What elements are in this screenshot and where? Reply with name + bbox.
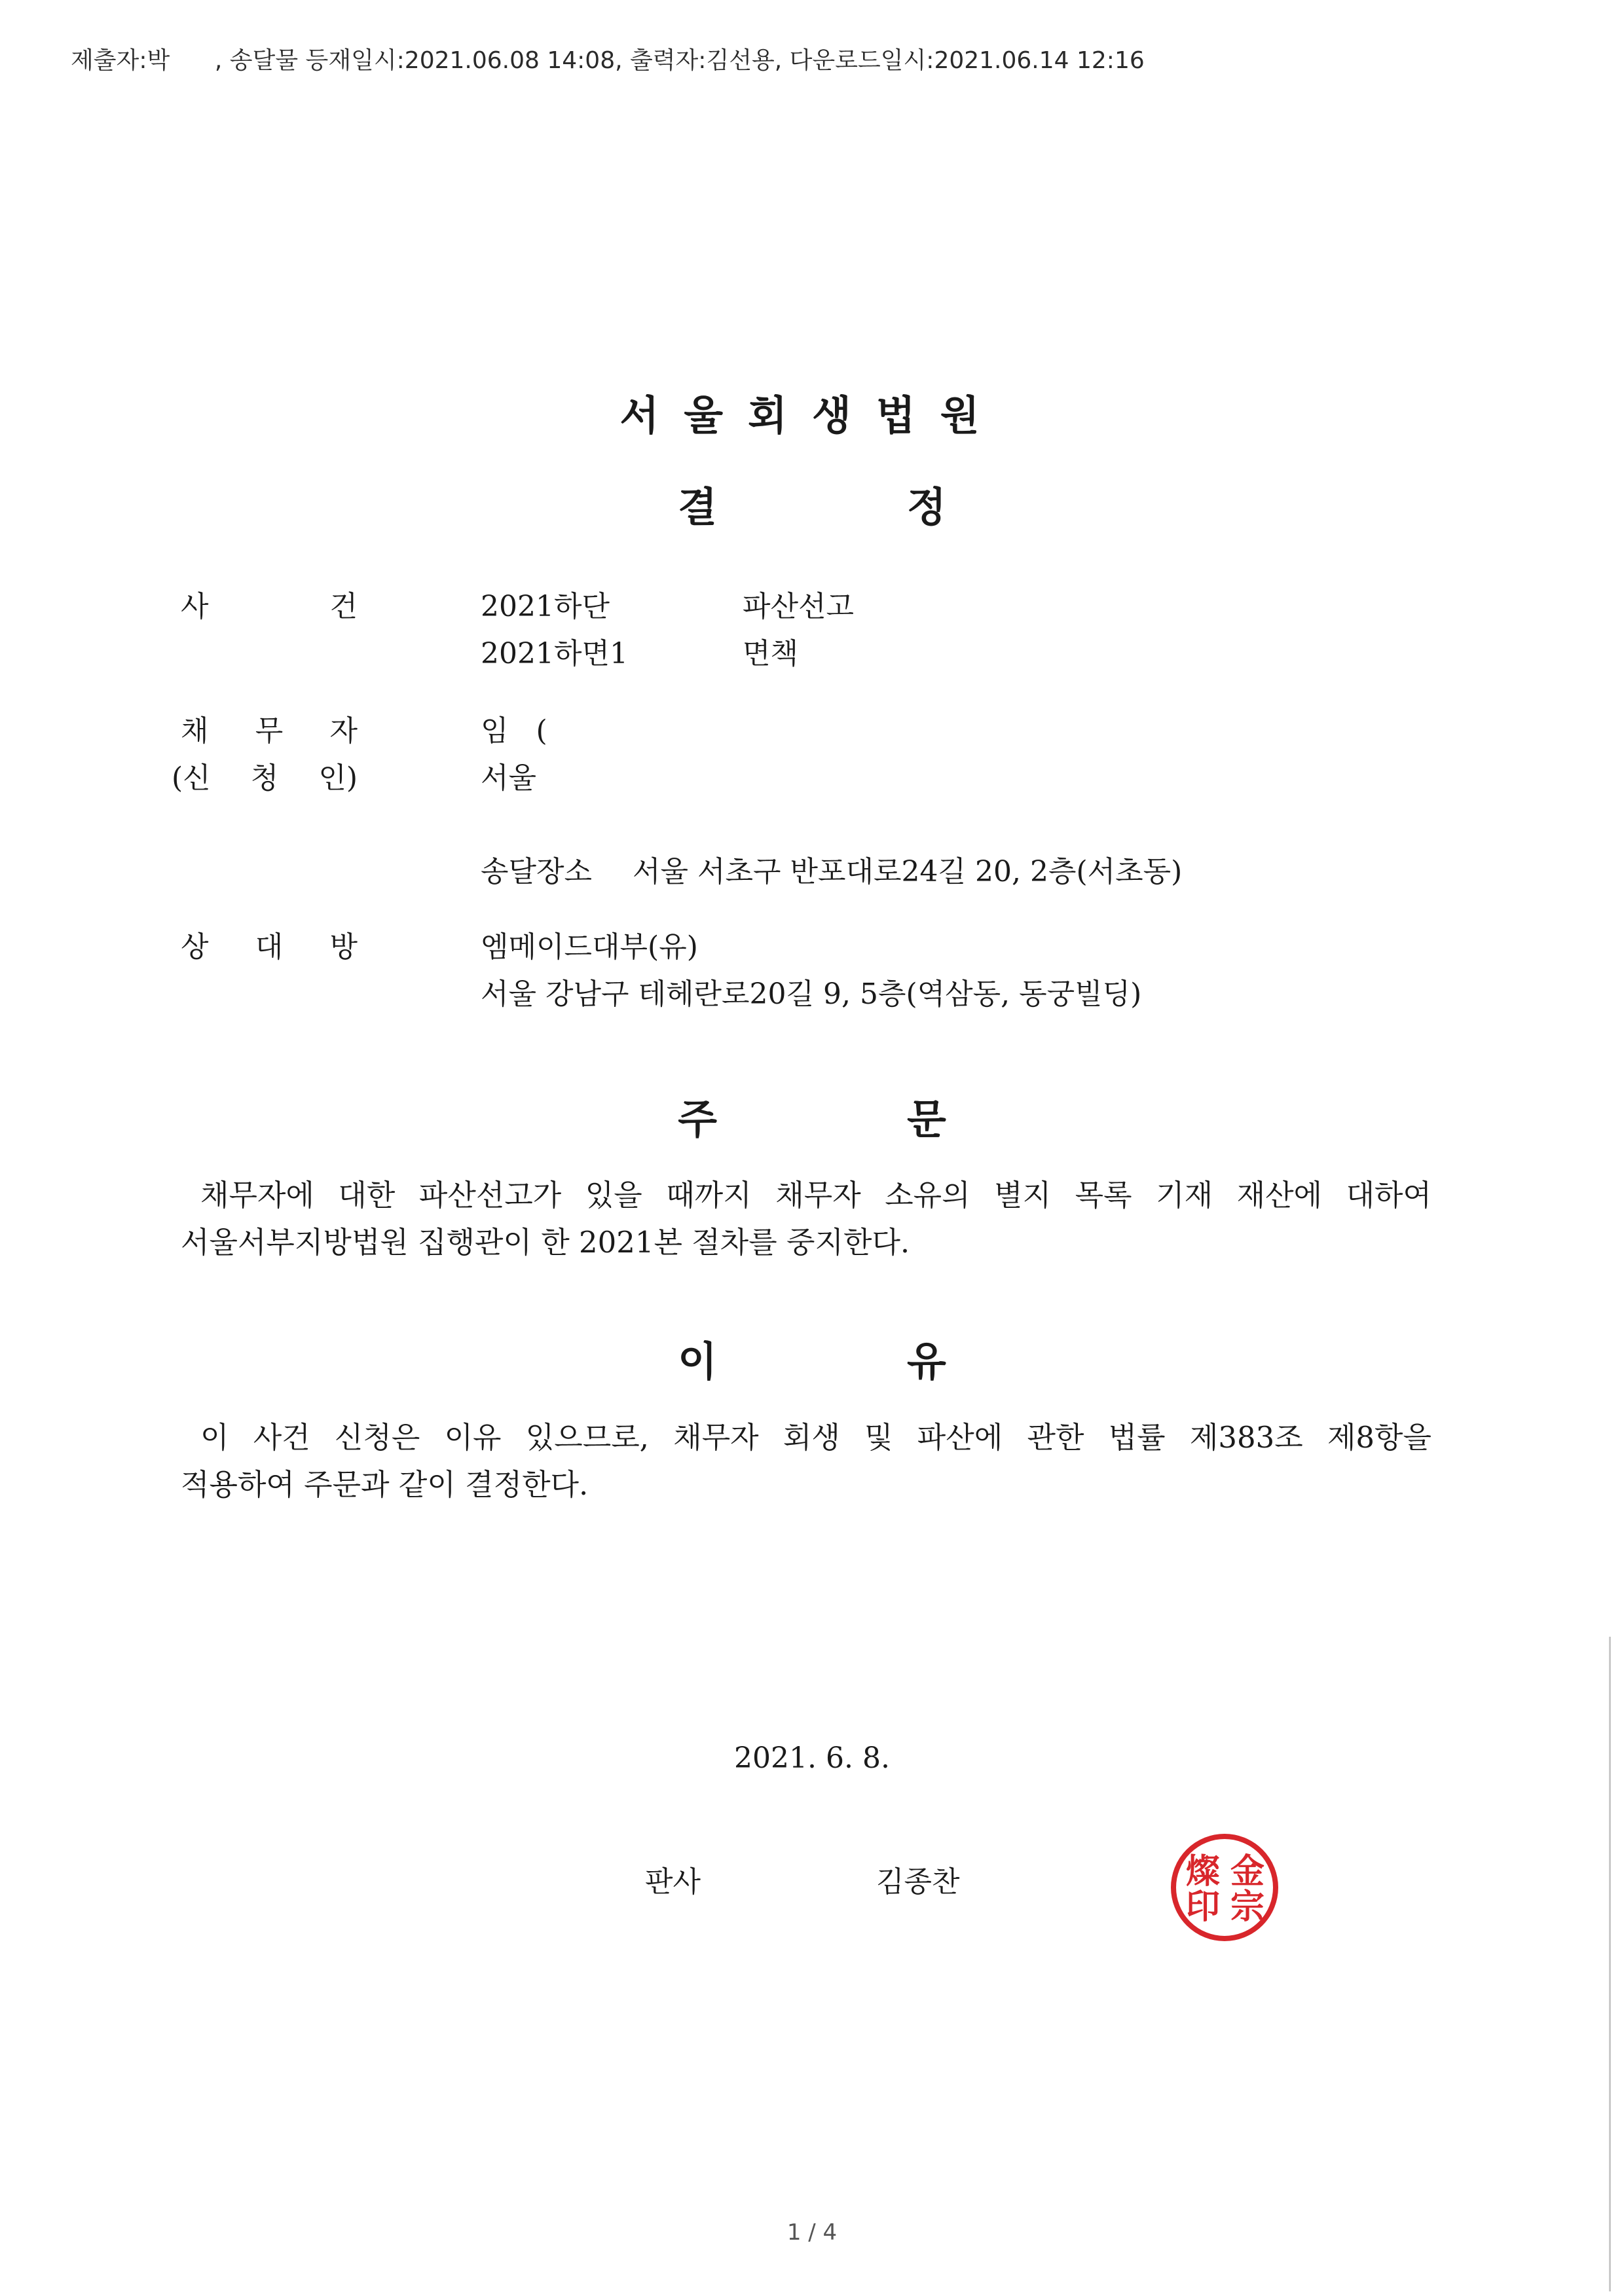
order-heading: 주 문	[678, 1095, 946, 1143]
case-type-2: 면책	[743, 637, 799, 670]
page-number: 1 / 4	[786, 2219, 838, 2246]
reason-text-line2: 적용하여 주문과 같이 결정한다.	[181, 1467, 589, 1502]
court-name: 서울회생법원	[619, 392, 1005, 439]
download-header: 제출자:박 , 송달물 등재일시:2021.06.08 14:08, 출력자:김선용, 다운로드일시:2021.06.14 12:16	[71, 47, 1145, 74]
svg-text:宗: 宗	[1230, 1887, 1265, 1927]
scan-edge-line	[1609, 1637, 1611, 2291]
decision-date: 2021. 6. 8.	[734, 1741, 890, 1775]
svg-text:燦: 燦	[1185, 1851, 1221, 1891]
order-text-line1: 채무자에 대한 파산선고가 있을 때까지 채무자 소유의 별지 목록 기재 재산에 대하여	[200, 1178, 1431, 1212]
debtor-label: 채 무 자	[181, 714, 358, 748]
debtor-address: 서울	[481, 761, 537, 795]
doc-type-char: 정	[907, 483, 946, 531]
counterparty-address: 서울 강남구 테헤란로20길 9, 5층(역삼동, 동궁빌딩)	[481, 977, 1142, 1011]
order-text-line2: 서울서부지방법원 집행관이 한 2021본 절차를 중지한다.	[181, 1225, 910, 1260]
doc-type-char: 결	[678, 483, 717, 531]
judge-name: 김종찬	[876, 1865, 960, 1899]
applicant-label: (신 청 인)	[172, 761, 358, 795]
svg-text:金: 金	[1230, 1851, 1265, 1891]
document-type	[0, 475, 1624, 533]
judge-seal	[1169, 1832, 1280, 1943]
case-type-1: 파산선고	[743, 590, 855, 623]
delivery-address: 서울 서초구 반포대로24길 20, 2층(서초동)	[633, 855, 1183, 888]
counterparty-label: 상 대 방	[181, 930, 358, 964]
delivery-place-label: 송달장소	[481, 855, 593, 888]
debtor-name: 임 (	[481, 714, 547, 748]
reason-text-line1: 이 사건 신청은 이유 있으므로, 채무자 회생 및 파산에 관한 법률 제383조 제8항을	[200, 1420, 1431, 1455]
counterparty-name: 엠메이드대부(유)	[481, 930, 698, 964]
case-number-1: 2021하단	[481, 590, 610, 623]
reason-heading: 이 유	[678, 1338, 946, 1385]
svg-text:印: 印	[1185, 1887, 1221, 1927]
case-label: 사 건	[181, 590, 358, 623]
case-number-2: 2021하면1	[481, 637, 628, 670]
judge-title: 판사	[645, 1865, 701, 1899]
